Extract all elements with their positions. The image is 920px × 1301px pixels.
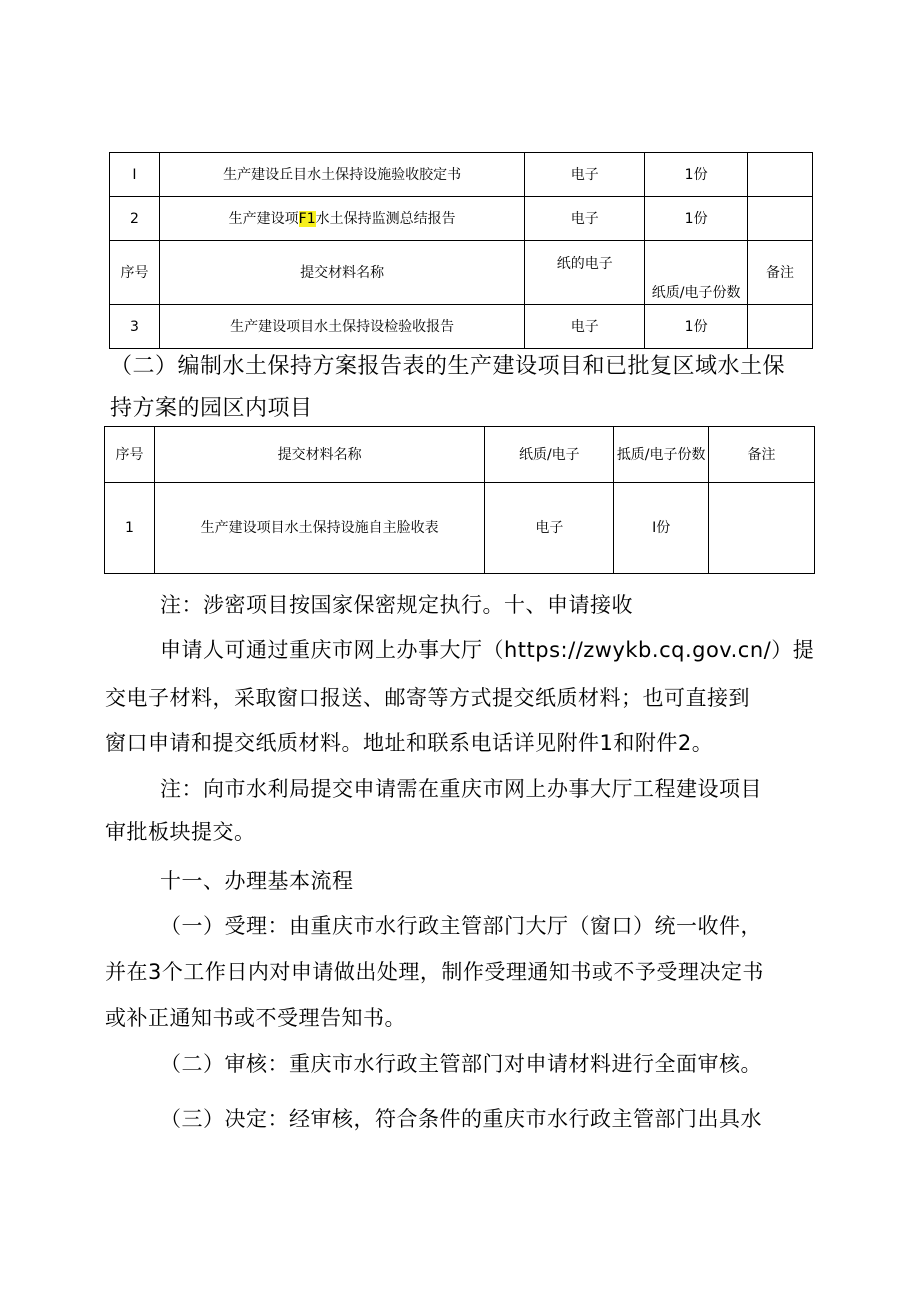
table-row (110, 197, 813, 241)
cell-form: 电子 (525, 305, 645, 349)
paragraph-line: 或补正通知书或不受理告知书。 (105, 1006, 406, 1030)
paragraph-line: 申请人可通过重庆市网上办事大厅（https://zwykb.cq.gov.cn/）提 (160, 638, 815, 662)
table-header-row (105, 427, 815, 483)
name-text: 水土保持监测总结报告 (315, 210, 456, 227)
note-paragraph: 注：涉密项目按国家保密规定执行。十、申请接收 (160, 593, 633, 617)
header-count: 纸质/电子份数 (645, 241, 748, 305)
cell-note (748, 305, 813, 349)
cell-name (159, 197, 524, 241)
header-note: 备注 (709, 427, 815, 483)
materials-table-1 (109, 152, 813, 349)
header-note: 备注 (748, 241, 813, 305)
section-title: （二）编制水土保持方案报告表的生产建设项目和已批复区域水土保 (110, 354, 786, 379)
paragraph-line: （一）受理：由重庆市水行政主管部门大厅（窗口）统一收件， (160, 914, 762, 938)
paragraph-line: （二）审核：重庆市水行政主管部门对申请材料进行全面审核。 (160, 1052, 762, 1076)
cell-name: 生产建设项目水土保持设施自主脸收表 (154, 483, 484, 574)
highlighted-text: F1 (298, 210, 316, 227)
header-form: 纸的电子 (525, 241, 645, 305)
table-row (110, 305, 813, 349)
header-name: 提交材料名称 (154, 427, 484, 483)
cell-note (748, 197, 813, 241)
header-no: 序号 (110, 241, 160, 305)
table-row (110, 153, 813, 197)
paragraph-line: 交电子材料，采取窗口报送、邮寄等方式提交纸质材料；也可直接到 (105, 686, 750, 710)
section-title-cont: 持方案的园区内项目 (110, 396, 313, 421)
header-form: 纸质/电子 (485, 427, 614, 483)
paragraph-line: 并在3个工作日内对申请做出处理，制作受理通知书或不予受理决定书 (105, 960, 764, 984)
materials-table-2 (104, 426, 815, 574)
paragraph-line: 审批板块提交。 (105, 820, 256, 844)
cell-name: 生产建设项目水土保持设检验收报告 (159, 305, 524, 349)
cell-count: I份 (614, 483, 709, 574)
paragraph-line: 窗口申请和提交纸质材料。地址和联系电话详见附件1和附件2。 (105, 731, 714, 755)
table-row (105, 483, 815, 574)
header-name: 提交材料名称 (159, 241, 524, 305)
cell-count: 1份 (645, 197, 748, 241)
cell-count: 1份 (645, 305, 748, 349)
cell-form: 电子 (525, 153, 645, 197)
cell-form: 电子 (525, 197, 645, 241)
cell-no: I (110, 153, 160, 197)
cell-no: 3 (110, 305, 160, 349)
cell-no: 2 (110, 197, 160, 241)
cell-count: 1份 (645, 153, 748, 197)
cell-name: 生产建设丘目水土保持设施验收胶定书 (159, 153, 524, 197)
section-heading: 十一、办理基本流程 (160, 869, 354, 893)
header-count: 抵质/电子份数 (614, 427, 709, 483)
cell-no: 1 (105, 483, 155, 574)
cell-note (748, 153, 813, 197)
table-header-row (110, 241, 813, 305)
note-paragraph: 注：向市水利局提交申请需在重庆市网上办事大厅工程建设项目 (160, 777, 762, 801)
paragraph-line: （三）决定：经审核，符合条件的重庆市水行政主管部门出具水 (160, 1107, 762, 1131)
cell-form: 电子 (485, 483, 614, 574)
cell-note (709, 483, 815, 574)
name-text: 生产建设项 (228, 210, 299, 227)
header-no: 序号 (105, 427, 155, 483)
